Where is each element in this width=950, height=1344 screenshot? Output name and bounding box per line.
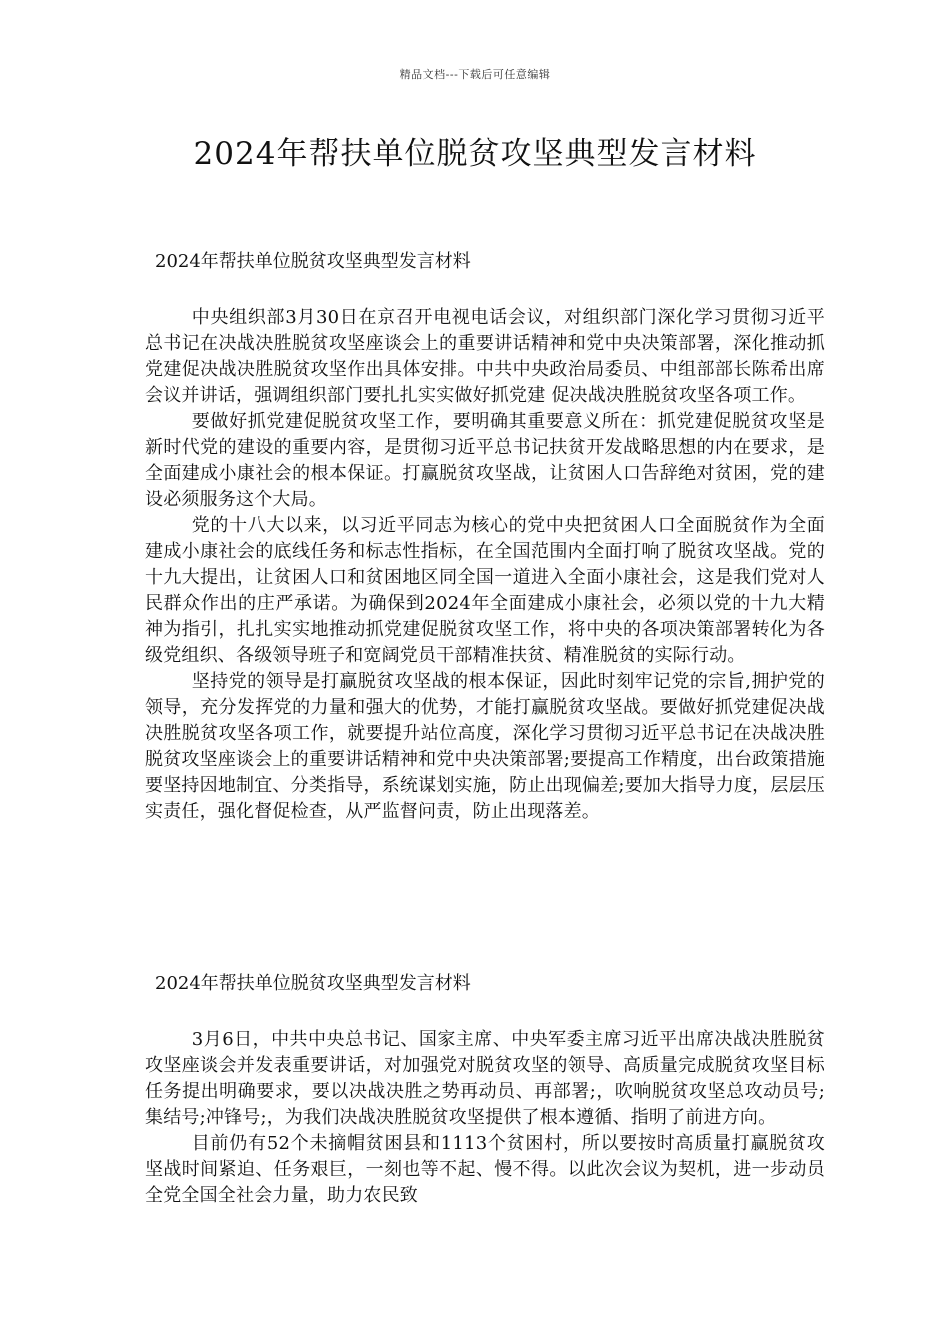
section-2 [145, 971, 825, 1209]
main-title: 2024年帮扶单位脱贫攻坚典型发言材料 [193, 136, 757, 172]
header-note: 精品文档---下载后可任意编辑 [399, 68, 551, 81]
section-title: 2024年帮扶单位脱贫攻坚典型发言材料 [155, 973, 471, 994]
section-title: 2024年帮扶单位脱贫攻坚典型发言材料 [155, 251, 471, 272]
paragraph: 要做好抓党建促脱贫攻坚工作，要明确其重要意义所在：抓党建促脱贫攻坚是新时代党的建设的重要内容，是贯彻习近平总书记扶贫开发战略思想的内在要求，是全面建成小康社会的根本保证。打赢脱贫攻坚战，让贫困人口告辞绝对贫困，党的建设必须服务这个大局。 [145, 411, 825, 510]
paragraph: 目前仍有52个未摘帽贫困县和1113个贫困村，所以要按时高质量打赢脱贫攻坚战时间紧迫、任务艰巨，一刻也等不起、慢不得。以此次会议为契机，进一步动员全党全国全社会力量，助力农民致 [145, 1133, 825, 1206]
paragraph: 3月6日，中共中央总书记、国家主席、中央军委主席习近平出席决战决胜脱贫攻坚座谈会并发表重要讲话，对加强党对脱贫攻坚的领导、高质量完成脱贫攻坚目标任务提出明确要求，要以决战决胜之势再动员、再部署;，吹响脱贫攻坚总攻动员号;集结号;冲锋号;，为我们决战决胜脱贫攻坚提供了根本遵循、指明了前进方向。 [145, 1029, 825, 1128]
section-1 [145, 249, 825, 825]
paragraph: 中央组织部3月30日在京召开电视电话会议，对组织部门深化学习贯彻习近平总书记在决战决胜脱贫攻坚座谈会上的重要讲话精神和党中央决策部署，深化推动抓党建促决战决胜脱贫攻坚作出具体安排。中共中央政治局委员、中组部部长陈希出席会议并讲话，强调组织部门要扎扎实实做好抓党建 促决战决胜脱贫攻坚各项工作。 [145, 307, 825, 406]
paragraph: 坚持党的领导是打赢脱贫攻坚战的根本保证，因此时刻牢记党的宗旨,拥护党的领导，充分发挥党的力量和强大的优势，才能打赢脱贫攻坚战。要做好抓党建促决战决胜脱贫攻坚各项工作，就要提升站位高度，深化学习贯彻习近平总书记在决战决胜脱贫攻坚座谈会上的重要讲话精神和党中央决策部署;要提高工作精度，出台政策措施要坚持因地制宜、分类指导，系统谋划实施，防止出现偏差;要加大指导力度，层层压实责任，强化督促检查，从严监督问责，防止出现落差。 [145, 671, 825, 822]
paragraph: 党的十八大以来，以习近平同志为核心的党中央把贫困人口全面脱贫作为全面建成小康社会的底线任务和标志性指标，在全国范围内全面打响了脱贫攻坚战。党的十九大提出，让贫困人口和贫困地区同全国一道进入全面小康社会，这是我们党对人民群众作出的庄严承诺。为确保到2024年全面建成小康社会，必须以党的十九大精神为指引，扎扎实实地推动抓党建促脱贫攻坚工作，将中央的各项决策部署转化为各级党组织、各级领导班子和宽阔党员干部精准扶贫、精准脱贫的实际行动。 [145, 515, 825, 666]
